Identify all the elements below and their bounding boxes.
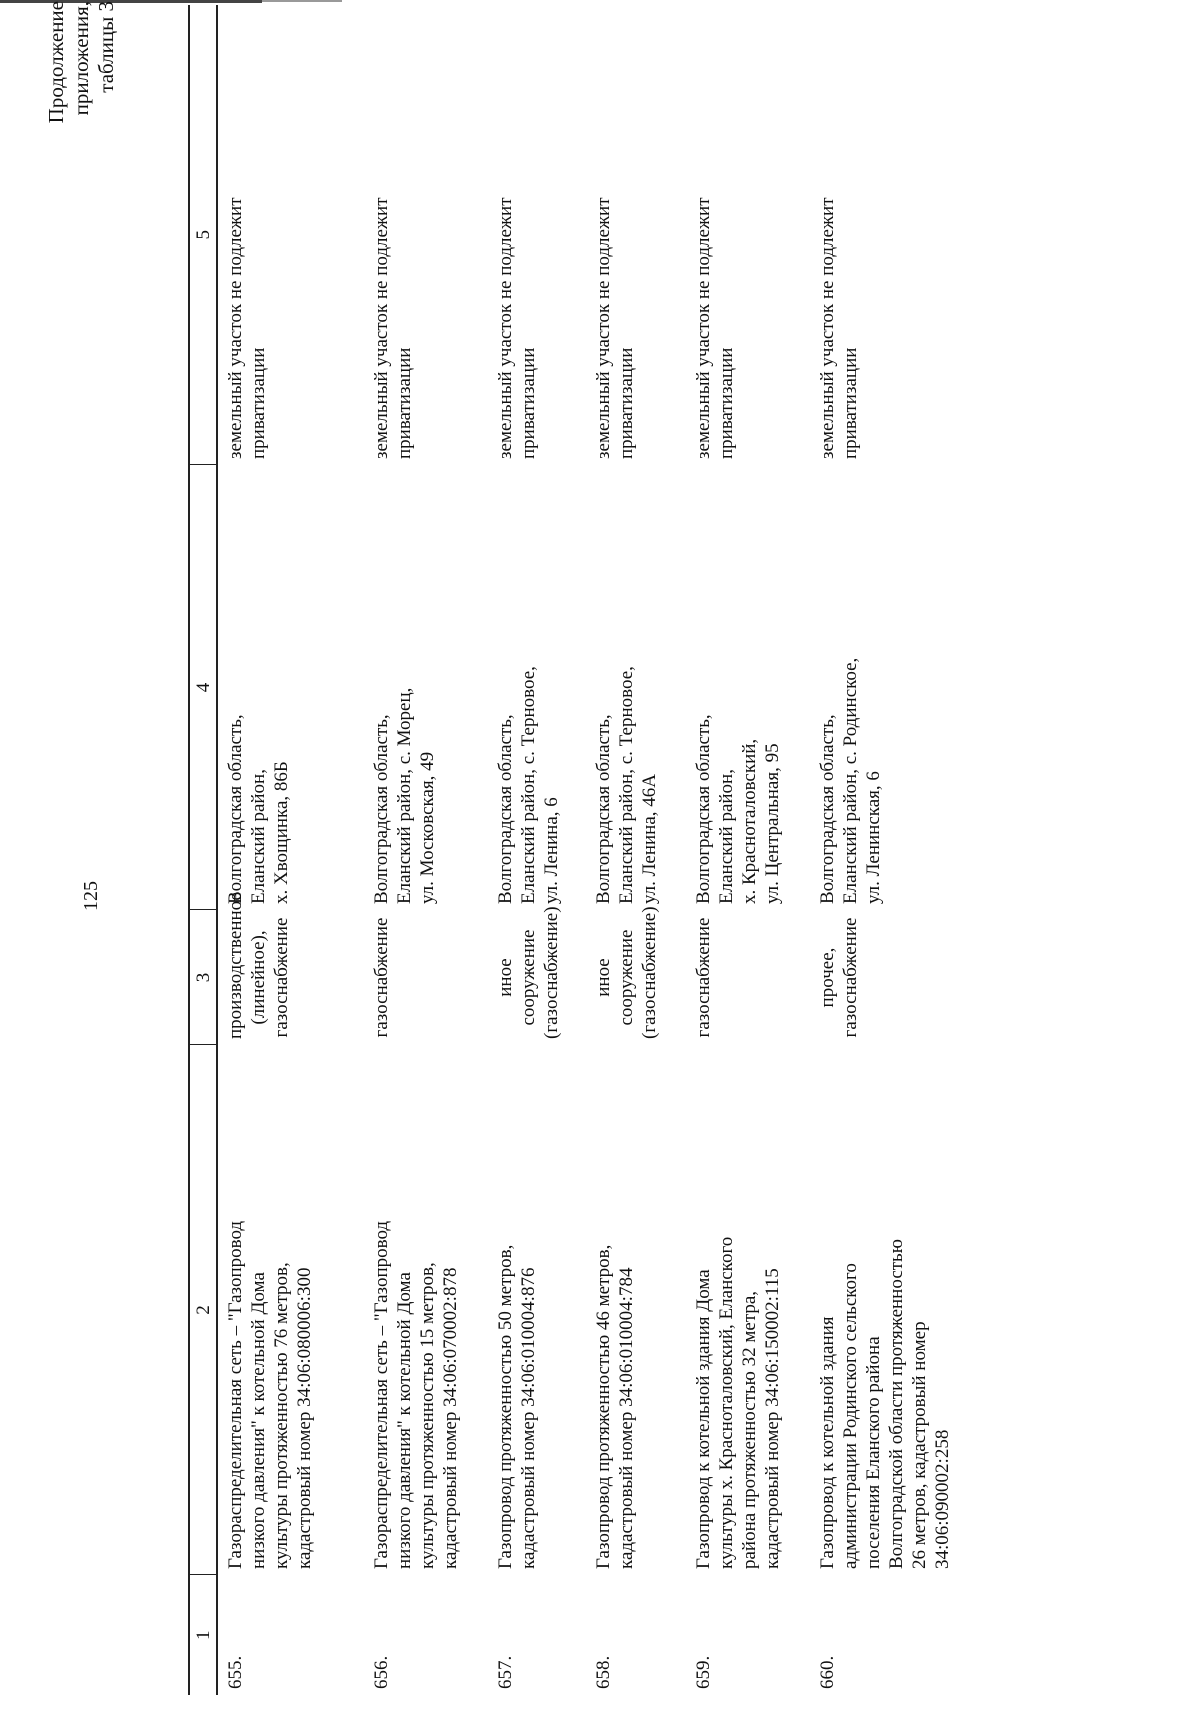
address-cell (692, 465, 810, 910)
object-name-line: низкого давления" к котельной Дома (248, 1272, 269, 1569)
note-line: приватизации (394, 347, 415, 459)
purpose-cell (592, 906, 686, 1045)
object-name-cell (224, 1045, 364, 1575)
object-name-cell (494, 1045, 586, 1575)
address-line: Еланский район, с. Родинское, (840, 657, 861, 904)
address-line: Волгоградская область, (225, 714, 246, 904)
note-line: приватизации (248, 347, 269, 459)
address-line: Еланский район, с. Терновое, (616, 666, 637, 904)
table-row (816, 5, 966, 1695)
property-register-table (188, 5, 966, 1695)
address-line: ул. Ленина, 46А (639, 774, 660, 904)
note-line: земельный участок не подлежит (817, 197, 838, 459)
table-body (217, 5, 966, 1695)
note-cell (370, 5, 488, 465)
object-name-line: Газопровод к котельной здания (817, 1316, 838, 1569)
object-name-line: кадастровый номер 34:06:150002:115 (762, 1268, 783, 1569)
object-name-line: культуры х. Красноталовский, Еланского (716, 1236, 737, 1569)
object-name-line: культуры протяженностью 76 метров, (271, 1262, 292, 1569)
purpose-cell (370, 910, 488, 1045)
object-name-line: Газораспределительная сеть – "Газопровод (225, 1220, 246, 1569)
object-name-line: низкого давления" к котельной Дома (394, 1272, 415, 1569)
purpose-line: производственное (225, 892, 246, 1039)
object-name-cell (370, 1045, 488, 1575)
purpose-line: газоснабжение (271, 917, 292, 1038)
object-name-line: поселения Еланского района (863, 1336, 884, 1569)
purpose-cell (816, 910, 966, 1045)
object-name-line: района протяженностью 32 метра, (739, 1290, 760, 1569)
continuation-note (44, 1, 119, 231)
address-line: Волгоградская область, (817, 714, 838, 904)
address-line: ул. Ленина, 6 (541, 797, 562, 904)
object-name-line: Газопровод протяженностью 46 метров, (593, 1244, 614, 1569)
header-col-5: 5 (189, 5, 217, 465)
page-number: 125 (80, 881, 102, 911)
object-name-line: кадастровый номер 34:06:010004:876 (518, 1267, 539, 1569)
header-col-2: 2 (189, 1045, 217, 1575)
table-row (224, 5, 364, 1695)
header-col-3: 3 (189, 910, 217, 1045)
address-cell (370, 465, 488, 910)
note-line: приватизации (716, 347, 737, 459)
object-name-cell (816, 1045, 966, 1575)
row-spacer (217, 5, 224, 1695)
object-name-line: кадастровый номер 34:06:010004:784 (616, 1267, 637, 1569)
address-cell (816, 465, 966, 910)
note-line: земельный участок не подлежит (225, 197, 246, 459)
object-name-line: администрации Родинского сельского (840, 1263, 861, 1569)
row-number: 656. (371, 1655, 392, 1689)
note-line: приватизации (840, 347, 861, 459)
note-cell (592, 5, 686, 465)
address-line: ул. Московская, 49 (417, 751, 438, 904)
address-cell (224, 465, 364, 910)
purpose-line: прочее, (817, 947, 838, 1008)
note-cell (692, 5, 810, 465)
address-line: Еланский район, с. Терновое, (518, 666, 539, 904)
row-number: 659. (693, 1655, 714, 1689)
note-cell (224, 5, 364, 465)
object-name-line: 34:06:090002:258 (932, 1429, 953, 1569)
purpose-cell (224, 892, 364, 1045)
address-cell (494, 465, 586, 910)
note-line: земельный участок не подлежит (495, 197, 516, 459)
purpose-line: (газоснабжение) (639, 906, 660, 1039)
object-name-line: кадастровый номер 34:06:080006:300 (294, 1267, 315, 1569)
purpose-line: (газоснабжение) (541, 906, 562, 1039)
object-name-line: Газораспределительная сеть – "Газопровод (371, 1220, 392, 1569)
address-line: Волгоградская область, (693, 714, 714, 904)
purpose-line: газоснабжение (693, 917, 714, 1038)
address-line: Волгоградская область, (593, 714, 614, 904)
note-cell (494, 5, 586, 465)
address-line: х. Красноталовский, (739, 738, 760, 904)
purpose-cell (692, 910, 810, 1045)
row-number: 655. (225, 1655, 246, 1689)
address-line: х. Хвощинка, 86Б (271, 761, 292, 904)
address-line: ул. Ленинская, 6 (863, 771, 884, 904)
object-name-line: Газопровод протяженностью 50 метров, (495, 1244, 516, 1569)
object-name-cell (592, 1045, 686, 1575)
purpose-line: иное сооружение (495, 929, 539, 1026)
note-line: земельный участок не подлежит (593, 197, 614, 459)
continuation-line-1: Продолжение приложения, (44, 1, 93, 124)
purpose-line: газоснабжение (371, 917, 392, 1038)
table-row (494, 5, 586, 1695)
address-line: Еланский район, (248, 769, 269, 904)
row-number: 660. (817, 1655, 838, 1689)
header-col-4: 4 (189, 465, 217, 910)
row-number: 658. (593, 1655, 614, 1689)
header-col-1: 1 (189, 1575, 217, 1695)
continuation-line-2: таблицы 3 (94, 1, 118, 93)
address-line: Еланский район, с. Морец, (394, 687, 415, 904)
note-line: земельный участок не подлежит (371, 197, 392, 459)
address-cell (592, 465, 686, 910)
address-line: Волгоградская область, (371, 714, 392, 904)
column-number-header (189, 5, 217, 1695)
purpose-cell (494, 906, 586, 1045)
row-number: 657. (495, 1655, 516, 1689)
object-name-line: культуры протяженностью 15 метров, (417, 1262, 438, 1569)
table-row (370, 5, 488, 1695)
note-cell (816, 5, 966, 465)
purpose-line: газоснабжение (840, 917, 861, 1038)
note-line: приватизации (616, 347, 637, 459)
address-line: ул. Центральная, 95 (762, 743, 783, 904)
object-name-line: Волгоградской области протяженностью (886, 1239, 907, 1569)
address-line: Волгоградская область, (495, 714, 516, 904)
purpose-line: иное сооружение (593, 929, 637, 1026)
table-row (692, 5, 810, 1695)
table-row (592, 5, 686, 1695)
object-name-line: кадастровый номер 34:06:070002:878 (440, 1267, 461, 1569)
address-line: Еланский район, (716, 769, 737, 904)
object-name-line: 26 метров, кадастровый номер (909, 1321, 930, 1569)
object-name-line: Газопровод к котельной здания Дома (693, 1269, 714, 1569)
object-name-cell (692, 1045, 810, 1575)
note-line: приватизации (518, 347, 539, 459)
note-line: земельный участок не подлежит (693, 197, 714, 459)
purpose-line: (линейное), (248, 930, 269, 1025)
